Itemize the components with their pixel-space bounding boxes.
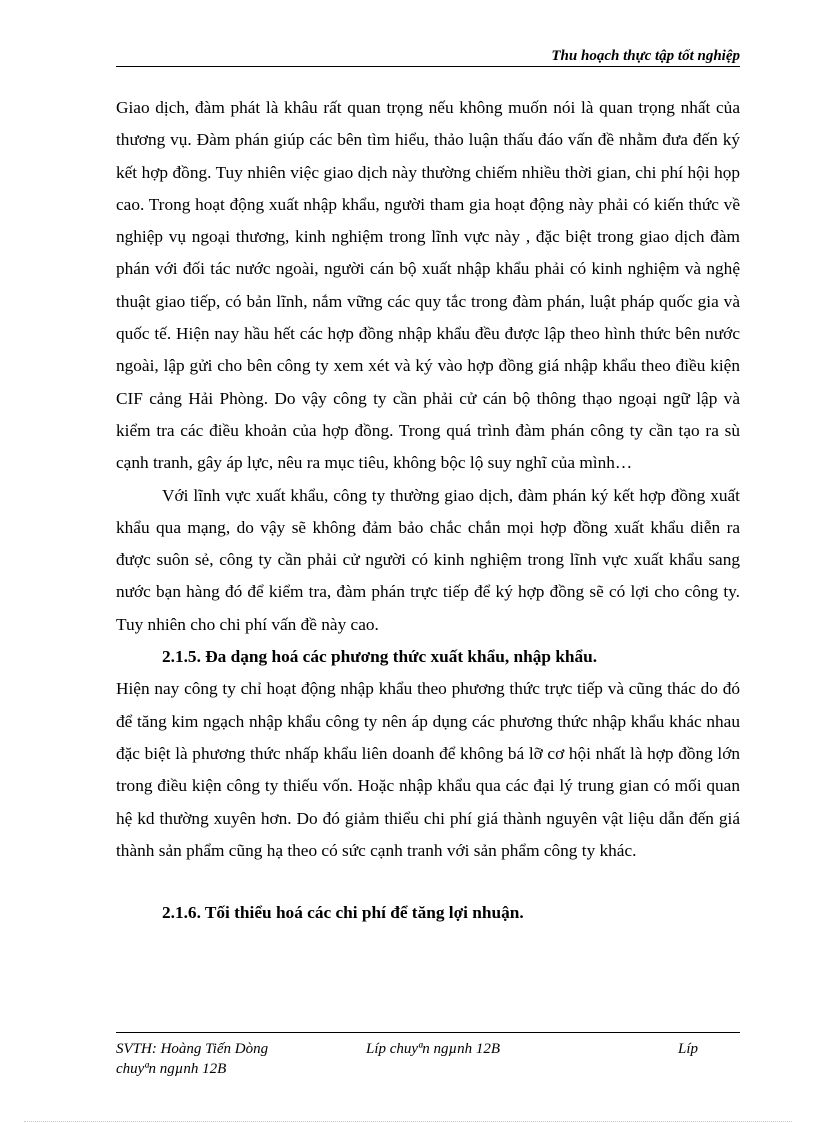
page-edge-divider <box>24 1121 792 1122</box>
footer-student: SVTH: Hoàng Tiến Dòng <box>116 1041 269 1057</box>
section-heading: 2.1.6. Tối thiểu hoá các chi phí để tăng lợi nhuận. <box>162 903 524 923</box>
footer-line2: chuyªn ngµnh 12B <box>116 1061 227 1077</box>
footer-right: Líp <box>678 1041 699 1057</box>
page-footer <box>116 1032 740 1079</box>
page-header <box>116 44 740 67</box>
spacer <box>116 867 740 897</box>
header-title: Thu hoạch thực tập tốt nghiệp <box>551 48 740 64</box>
document-body <box>116 92 740 929</box>
paragraph: Hiện nay công ty chỉ hoạt động nhập khẩu theo phương thức trực tiếp và cũng thác do đó để tăng kim ngạch nhập khẩu công ty nên áp dụng các phương thức nhập khẩu khác nhau đặc biệt là phương thức nhấp khẩu liên doanh để không bá lỡ cơ hội nhất là hợp đồng lớn trong điều kiện công ty thiếu vốn. Hoặc nhập khẩu qua các đại lý trung gian có mối quan hệ kd thường xuyên hơn. Do đó giảm thiểu chi phí giá thành nguyên vật liệu dẫn đến giá thành sản phẩm cũng hạ theo có sức cạnh tranh với sản phẩm công ty khác. <box>116 679 740 860</box>
section-heading: 2.1.5. Đa dạng hoá các phương thức xuất khẩu, nhập khẩu. <box>162 647 598 667</box>
footer-class: Líp chuyªn ngµnh 12B <box>366 1041 501 1057</box>
paragraph: Với lĩnh vực xuất khẩu, công ty thường giao dịch, đàm phán ký kết hợp đồng xuất khẩu qua mạng, do vậy sẽ không đảm bảo chắc chắn mọi hợp đồng xuất khẩu diễn ra được suôn sẻ, công ty cần phải cử người có kinh nghiệm trong lĩnh vực xuất khẩu sang nước bạn hàng đó để kiểm tra, đàm phán trực tiếp để ký hợp đồng sẽ có lợi cho công ty. Tuy nhiên cho chi phí vấn đề này cao. <box>116 485 740 634</box>
paragraph: Giao dịch, đàm phát là khâu rất quan trọng nếu không muốn nói là quan trọng nhất của thương vụ. Đàm phán giúp các bên tìm hiểu, thảo luận thấu đáo vấn đề nhằm đưa đến ký kết hợp đồng. Tuy nhiên việc giao dịch này thường chiếm nhiều thời gian, chi phí hội họp cao. Trong hoạt động xuất nhập khẩu, người tham gia hoạt động này phải có kiến thức về nghiệp vụ ngoại thương, kinh nghiệm trong lĩnh vực này , đặc biệt trong giao dịch đàm phán với đối tác nước ngoài, người cán bộ xuất nhập khẩu phải có kinh nghiệm và nghệ thuật giao tiếp, có bản lĩnh, nắm vững các quy tắc trong đàm phán, luật pháp quốc gia và quốc tế. Hiện nay hầu hết các hợp đồng nhập khẩu đều được lập theo hình thức bên nước ngoài, lập gửi cho bên công ty xem xét và ký vào hợp đồng giá nhập khẩu theo điều kiện CIF cảng Hải Phòng. Do vậy công ty cần phải cử cán bộ thông thạo ngoại ngữ lập và kiểm tra các điều khoản của hợp đồng. Trong quá trình đàm phán công ty cần tạo ra sù cạnh tranh, gây áp lực, nêu ra mục tiêu, không bộc lộ suy nghĩ của mình… <box>116 98 740 473</box>
